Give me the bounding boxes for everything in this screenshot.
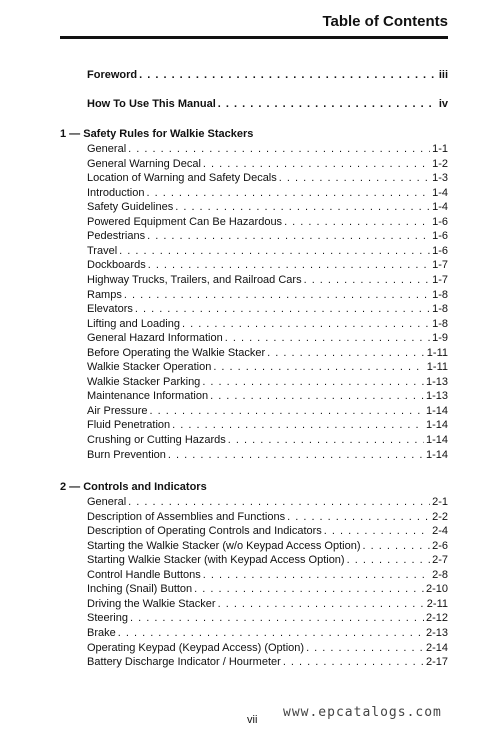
toc-entry-page: 1-8 (432, 288, 448, 301)
toc-entry-label: Powered Equipment Can Be Hazardous (87, 215, 283, 228)
toc-entry-page: 1-11 (426, 361, 448, 374)
toc-entry-label: Walkie Stacker Operation (87, 361, 212, 374)
dot-leader (135, 302, 430, 316)
dot-leader (202, 375, 424, 389)
toc-entry-label: Operating Keypad (Keypad Access) (Option) (87, 641, 305, 654)
toc-entry-label: General (87, 143, 127, 155)
toc-entry-page: 1-2 (432, 157, 448, 170)
section-heading: 1 — Safety Rules for Walkie Stackers (60, 128, 254, 140)
toc-entry-page: 2-17 (425, 656, 448, 669)
toc-entry-label: Driving the Walkie Stacker (87, 597, 216, 610)
toc-entry (87, 524, 448, 538)
dot-leader (139, 68, 437, 82)
toc-entry-page: 1-14 (425, 419, 448, 432)
page-number: vii (247, 714, 258, 726)
toc-entry (87, 331, 448, 345)
toc-entry (87, 655, 448, 669)
dot-leader (225, 331, 430, 345)
title-rule (60, 36, 448, 39)
dot-leader (182, 317, 430, 331)
toc-entry-label: Starting the Walkie Stacker (w/o Keypad Access Option) (87, 539, 361, 552)
toc-entry-label: How To Use This Manual (87, 98, 216, 110)
toc-entry (87, 273, 448, 287)
toc-entry-label: Introduction (87, 186, 145, 199)
dot-leader (146, 186, 430, 200)
toc-entry-page: 1-4 (432, 201, 448, 214)
toc-entry-page: 1-7 (432, 259, 448, 272)
dot-leader (148, 258, 430, 272)
dot-leader (287, 510, 430, 524)
toc-entry (87, 200, 448, 214)
toc-entry-page: 1-13 (425, 390, 448, 403)
watermark: www.epcatalogs.com (283, 705, 442, 720)
toc-entry-label: Description of Operating Controls and Indicators (87, 525, 322, 538)
toc-entry-page: 1-8 (432, 317, 448, 330)
dot-leader (283, 655, 424, 669)
toc-entry-label: Crushing or Cutting Hazards (87, 434, 226, 446)
toc-entry-label: Walkie Stacker Parking (87, 375, 201, 388)
toc-entry-page: 2-4 (432, 525, 448, 538)
toc-entry-label: Pedestrians (87, 230, 146, 243)
toc-entry-page: 1-14 (425, 434, 448, 446)
dot-leader (363, 539, 431, 553)
dot-leader (284, 215, 430, 229)
toc-entry (87, 418, 448, 432)
toc-entry-label: Burn Prevention (87, 448, 166, 461)
toc-entry-page: 2-13 (425, 626, 448, 639)
section-heading: 2 — Controls and Indicators (60, 481, 207, 493)
dot-leader (210, 389, 424, 403)
toc-entry-label: General (87, 496, 127, 508)
toc-entry-label: Location of Warning and Safety Decals (87, 172, 277, 185)
toc-entry (87, 611, 448, 625)
toc-entry (87, 288, 448, 302)
toc-entry (87, 360, 448, 374)
toc-entry (87, 302, 448, 316)
dot-leader (324, 524, 430, 538)
toc-entry-page: 1-6 (432, 230, 448, 243)
toc-entry-page: iv (438, 98, 448, 110)
toc-entry-label: Travel (87, 244, 118, 257)
toc-entry-label: General Warning Decal (87, 157, 201, 170)
toc-entry-label: Safety Guidelines (87, 201, 174, 214)
dot-leader (218, 597, 425, 611)
dot-leader (118, 626, 424, 640)
dot-leader (150, 404, 424, 418)
toc-entry (87, 346, 448, 360)
toc-entry-page: 1-13 (425, 375, 448, 388)
toc-entry (87, 186, 448, 200)
toc-entry (87, 626, 448, 640)
dot-leader (347, 553, 431, 567)
toc-entry-page: 2-7 (432, 554, 448, 567)
toc-entry (87, 568, 448, 582)
toc-entry-page: 2-6 (432, 539, 448, 552)
toc-entry-page: 1-7 (432, 273, 448, 286)
toc-entry-page: 1-9 (432, 332, 448, 345)
toc-entry-page: 2-1 (432, 496, 448, 508)
dot-leader (194, 582, 424, 596)
toc-entry-page: 1-14 (425, 448, 448, 461)
toc-entry-page: 1-6 (432, 215, 448, 228)
toc-entry (87, 582, 448, 596)
toc-entry-page: 1-1 (432, 143, 448, 155)
toc-entry (87, 258, 448, 272)
toc-entry (87, 539, 448, 553)
dot-leader (175, 200, 430, 214)
toc-entry (87, 229, 448, 243)
toc-entry-page: 1-11 (426, 346, 448, 359)
toc-entry-page: 1-3 (432, 172, 448, 185)
toc-entry (87, 171, 448, 185)
dot-leader (124, 288, 430, 302)
toc-entry-label: Ramps (87, 288, 122, 301)
toc-entry-page: 1-14 (425, 404, 448, 417)
dot-leader (128, 142, 430, 156)
dot-leader (168, 448, 424, 462)
toc-entry (87, 553, 448, 567)
toc-entry (87, 495, 448, 509)
dot-leader (218, 97, 437, 111)
dot-leader (304, 273, 431, 287)
dot-leader (147, 229, 430, 243)
toc-entry-label: Fluid Penetration (87, 419, 171, 432)
toc-entry (87, 597, 448, 611)
toc-entry-page: 1-8 (432, 303, 448, 316)
toc-entry (87, 317, 448, 331)
toc-entry-label: Control Handle Buttons (87, 568, 201, 581)
toc-entry-page: 2-11 (426, 597, 448, 610)
toc-entry-label: Brake (87, 626, 116, 639)
toc-entry-page: 2-12 (425, 612, 448, 625)
toc-entry-page: iii (438, 69, 448, 81)
dot-leader (128, 495, 430, 509)
toc-entry-page: 1-6 (432, 244, 448, 257)
toc-entry-label: Description of Assemblies and Functions (87, 510, 286, 523)
toc-entry-label: Inching (Snail) Button (87, 583, 193, 596)
toc-entry (87, 97, 448, 111)
toc-entry-page: 2-8 (432, 568, 448, 581)
toc-entry (87, 404, 448, 418)
dot-leader (172, 418, 424, 432)
dot-leader (119, 244, 430, 258)
toc-entry-label: Maintenance Information (87, 390, 209, 403)
toc-entry-label: Battery Discharge Indicator / Hourmeter (87, 656, 281, 669)
toc-entry-label: Lifting and Loading (87, 317, 180, 330)
toc-entry (87, 157, 448, 171)
toc-entry-label: Steering (87, 612, 128, 625)
toc-entry (87, 510, 448, 524)
toc-entry-page: 2-14 (425, 641, 448, 654)
toc-entry (87, 244, 448, 258)
dot-leader (203, 568, 430, 582)
dot-leader (306, 641, 424, 655)
page-title: Table of Contents (322, 13, 448, 30)
toc-entry-label: Air Pressure (87, 404, 148, 417)
toc-entry (87, 448, 448, 462)
dot-leader (228, 433, 424, 447)
toc-entry-label: Elevators (87, 303, 133, 316)
toc-entry (87, 215, 448, 229)
toc-entry-page: 1-4 (432, 186, 448, 199)
dot-leader (267, 346, 425, 360)
dot-leader (130, 611, 424, 625)
toc-entry (87, 389, 448, 403)
toc-entry (87, 641, 448, 655)
toc-entry-label: Highway Trucks, Trailers, and Railroad Cars (87, 273, 302, 286)
toc-entry-page: 2-2 (432, 510, 448, 523)
dot-leader (203, 157, 430, 171)
toc-entry-label: General Hazard Information (87, 332, 223, 345)
toc-entry (87, 375, 448, 389)
toc-entry-label: Dockboards (87, 259, 146, 272)
toc-entry (87, 68, 448, 82)
toc-entry-label: Before Operating the Walkie Stacker (87, 346, 266, 359)
dot-leader (279, 171, 430, 185)
toc-entry-label: Foreword (87, 69, 138, 81)
toc-entry-page: 2-10 (425, 583, 448, 596)
dot-leader (213, 360, 424, 374)
toc-entry-label: Starting Walkie Stacker (with Keypad Access Option) (87, 554, 345, 567)
toc-entry (87, 433, 448, 447)
toc-entry (87, 142, 448, 156)
